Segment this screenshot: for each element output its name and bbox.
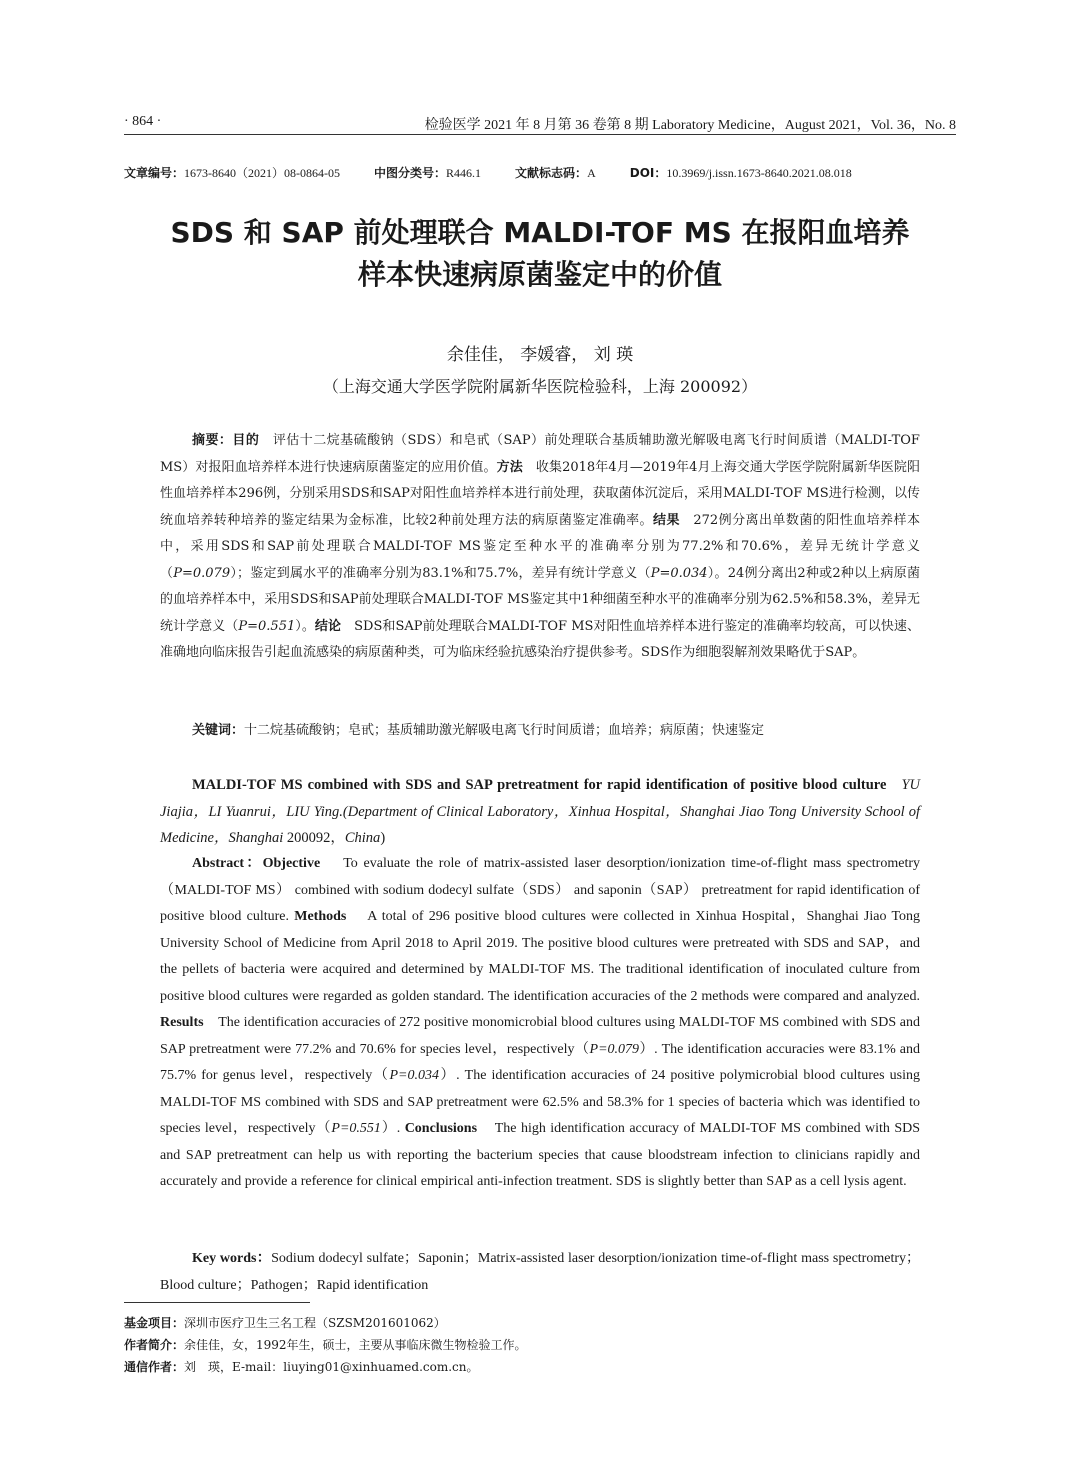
en-keywords-label: Key words： — [192, 1251, 272, 1266]
clc-label: 中图分类号： — [374, 166, 447, 180]
doi — [630, 164, 852, 181]
running-header: 检验医学 2021 年 8 月第 36 卷第 8 期 Laboratory Medicine，August 2021，Vol. 36，No. 8 — [424, 118, 956, 133]
author-bio-text: 余佳佳，女，1992年生，硕士，主要从事临床微生物检验工作。 — [184, 1338, 527, 1352]
en-p-value-1: P=0.079 — [589, 1041, 640, 1057]
authors: 余佳佳， 李媛睿， 刘 瑛 — [446, 345, 634, 365]
fund-label: 基金项目： — [124, 1316, 185, 1330]
methods-text: 收集2018年4月—2019年4月上海交通大学医学院附属新华医院阳性血培养样本296例，分别采用SDS和SAP对阳性血培养样本进行前处理，获取菌体沉淀后，采用MALDI-TOF MS进行检测，以传统血培养转种培养的鉴定结果为金标准，比较2种前处理方法的病原菌鉴定准确率。 — [160, 459, 920, 528]
footnote-author — [124, 1334, 956, 1356]
methods-label: 方法 — [496, 459, 523, 475]
en-methods-label: Methods — [294, 909, 347, 924]
results-text-4: ）。 — [295, 618, 315, 634]
en-results-text-3: ）. The identification accuracies of 24 positive polymicrobial blood cultures using MALDI-TOF MS combined with SDS and SAP pretreatment were 62.5% and 58.3% for 1 species of bacteria which was identified to species level，respectively（ — [160, 1068, 920, 1136]
results-text-2: ）；鉴定到属水平的准确率分别为83.1%和75.7%，差异有统计学意义（ — [230, 565, 651, 581]
objective-label: 目的 — [232, 433, 260, 448]
page-number: · 864 · — [124, 114, 162, 129]
article-number-label: 文章编号： — [124, 166, 185, 180]
results-text-1: 272例分离出单数菌的阳性血培养样本中，采用SDS和SAP前处理联合MALDI-TOF MS鉴定至种水平的准确率分别为77.2%和70.6%，差异无统计学意义（ — [160, 512, 920, 581]
abstract-label: 摘要： — [192, 433, 233, 448]
en-p-value-3: P=0.551 — [331, 1121, 381, 1136]
affiliation: （上海交通大学医学院附属新华医院检验科，上海 200092） — [322, 377, 758, 396]
english-country: China — [344, 830, 381, 846]
doi-value[interactable]: 10.3969/j.issn.1673-8640.2021.08.018 — [666, 166, 852, 180]
footnote-fund — [124, 1312, 956, 1334]
en-results-text-4: ）. — [380, 1121, 401, 1136]
header-rule — [124, 134, 956, 135]
article-meta — [124, 164, 956, 181]
conclusion-label: 结论 — [314, 618, 342, 634]
correspondence-label: 通信作者： — [124, 1360, 185, 1374]
results-label: 结果 — [653, 512, 680, 528]
document-code-label: 文献标志码： — [515, 166, 588, 180]
article-number-value: 1673-8640（2021）08-0864-05 — [184, 166, 341, 180]
chinese-keywords — [160, 720, 920, 742]
clc-value: R446.1 — [446, 166, 482, 180]
english-title-block — [160, 772, 920, 852]
en-abstract-label: Abstract： — [192, 856, 263, 871]
keywords-text: 十二烷基硫酸钠；皂甙；基质辅助激光解吸电离飞行时间质谱；血培养；病原菌；快速鉴定 — [244, 723, 765, 738]
english-authors: YU Jiajia，LI Yuanrui，LIU Ying. — [160, 777, 921, 820]
fund-text: 深圳市医疗卫生三名工程（SZSM201601062） — [184, 1316, 446, 1330]
doi-label: DOI： — [629, 166, 667, 180]
english-affiliation: (Department of Clinical Laboratory，Xinhua Hospital，Shanghai Jiao Tong University School of Medicine，Shanghai — [160, 803, 920, 846]
en-methods-text: A total of 296 positive blood cultures were collected in Xinhua Hospital，Shanghai Jiao Tong University School of Medicine from April 2018 to April 2019. The positive blood cultures were pretreated with SDS and SAP，and the pellets of bacteria were acquired and determined by MALDI-TOF MS. The traditional identification of inoculated culture from positive blood cultures were regarded as golden standard. The identification accuracies of the 2 methods were compared and analyzed. — [160, 909, 921, 1004]
en-objective-label: Objective — [262, 856, 321, 871]
footnote-rule — [124, 1302, 310, 1303]
keywords-label: 关键词： — [192, 723, 245, 738]
english-affiliation-close: ) — [380, 830, 386, 846]
author-bio-label: 作者简介： — [124, 1338, 185, 1352]
clc-number — [374, 164, 481, 181]
en-results-text-1: The identification accuracies of 272 positive monomicrobial blood cultures using MALDI-TOF MS combined with SDS and SAP pretreatment were 77.2% and 70.6% for species level，respectively（ — [160, 1015, 921, 1057]
p-value-1: P=0.079 — [173, 565, 231, 581]
english-keywords — [160, 1246, 920, 1299]
en-keywords-text: Sodium dodecyl sulfate；Saponin；Matrix-assisted laser desorption/ionization time-of-flight mass spectrometry；Blood culture；Pathogen；Rapid identification — [160, 1251, 920, 1293]
en-p-value-2: P=0.034 — [389, 1068, 439, 1083]
en-conclusions-text: The high identification accuracy of MALDI-TOF MS combined with SDS and SAP pretreatment can help us with reporting the bacterium species that cause bloodstream infection to clinicians rapidly and accurately and provide a reference for clinical empirical anti-infection treatment. SDS is slightly better than SAP as a cell lysis agent. — [160, 1121, 921, 1189]
results-text-3: ）。24例分离出2种或2种以上病原菌的血培养样本中，采用SDS和SAP前处理联合MALDI-TOF MS鉴定其中1种细菌至种水平的准确率分别为62.5%和58.3%，差异无统计学意义（ — [160, 565, 920, 634]
article-number — [124, 164, 340, 181]
en-results-text-2: ）. The identification accuracies were 83.1% and 75.7% for genus level，respectively（ — [160, 1041, 920, 1083]
english-title: MALDI-TOF MS combined with SDS and SAP pretreatment for rapid identification of positive blood culture — [192, 777, 887, 793]
document-code — [515, 164, 596, 181]
correspondence-text[interactable]: 刘 瑛，E-mail：liuying01@xinhuamed.com.cn。 — [184, 1360, 479, 1374]
conclusion-text: SDS和SAP前处理联合MALDI-TOF MS对阳性血培养样本进行鉴定的准确率均较高，可以快速、准确地向临床报告引起血流感染的病原菌种类，可为临床经验抗感染治疗提供参考。SDS作为细胞裂解剂效果略优于SAP。 — [160, 618, 920, 660]
document-code-value: A — [587, 166, 596, 180]
en-objective-text: To evaluate the role of matrix-assisted laser desorption/ionization time-of-flight mass spectrometry（MALDI-TOF MS） combined with sodium dodecyl sulfate（SDS） and saponin（SAP） pretreatment for rapid identification of positive blood culture. — [160, 856, 920, 924]
chinese-abstract — [160, 428, 920, 667]
english-postcode: 200092， — [283, 830, 345, 846]
footnotes — [124, 1312, 956, 1378]
p-value-3: P=0.551 — [238, 618, 296, 634]
english-abstract — [160, 851, 920, 1196]
title-line-2: 样本快速病原菌鉴定中的价值 — [357, 258, 722, 291]
footnote-correspondence — [124, 1356, 956, 1378]
p-value-2: P=0.034 — [650, 565, 708, 581]
en-conclusions-label: Conclusions — [404, 1121, 478, 1136]
article-title — [100, 212, 980, 296]
objective-text: 评估十二烷基硫酸钠（SDS）和皂甙（SAP）前处理联合基质辅助激光解吸电离飞行时间质谱（MALDI-TOF MS）对报阳血培养样本进行快速病原菌鉴定的应用价值。 — [160, 433, 920, 475]
title-line-1: SDS 和 SAP 前处理联合 MALDI-TOF MS 在报阳血培养 — [170, 216, 910, 249]
en-results-label: Results — [160, 1015, 204, 1030]
